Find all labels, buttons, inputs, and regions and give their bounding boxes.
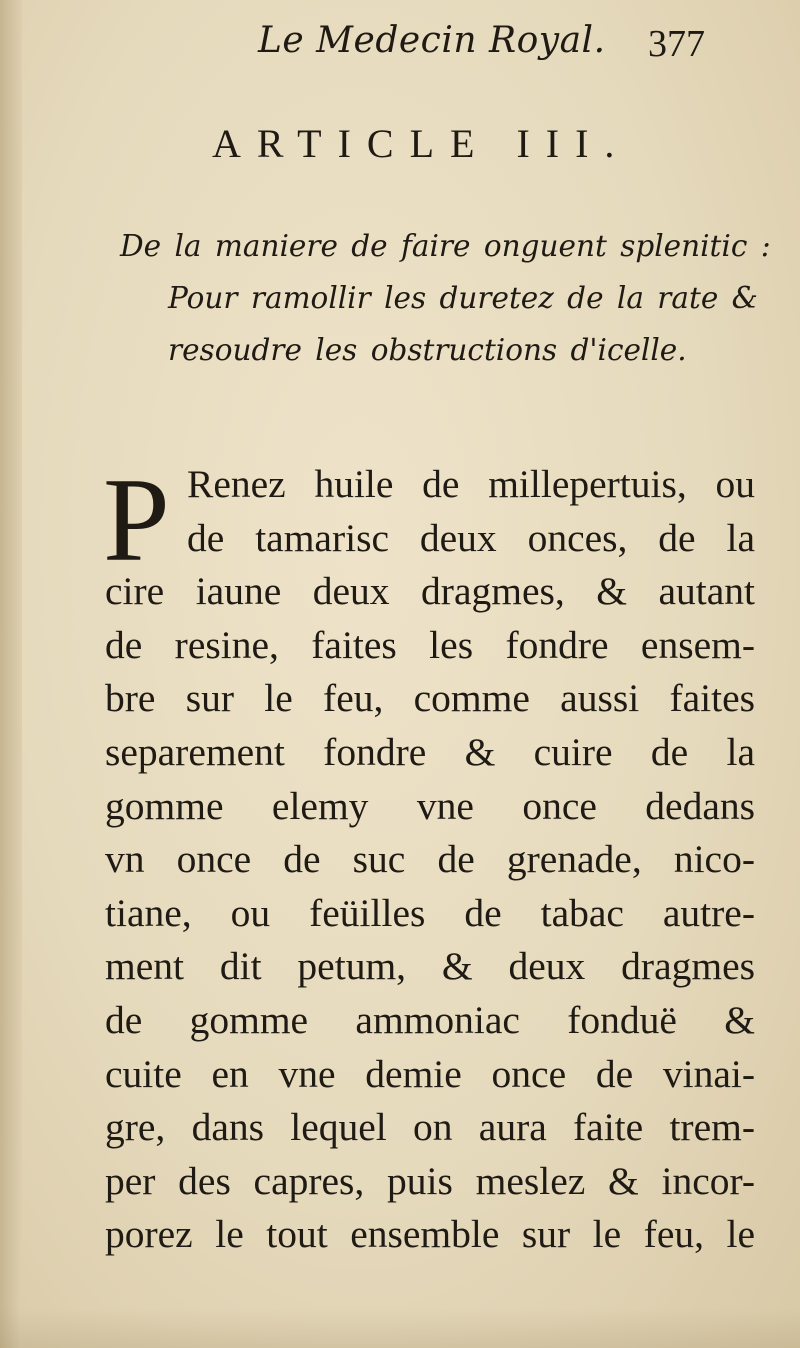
body-line: cire iaune deux dragmes, & autant (105, 569, 755, 614)
body-line: Renez huile de millepertuis, ou (187, 462, 755, 506)
body-line: per des capres, puis meslez & incor- (105, 1158, 755, 1203)
body-line: vn once de suc de grenade, nico- (105, 837, 755, 882)
body-line: porez le tout ensemble sur le feu, le (105, 1212, 755, 1257)
body-line: de tamarisc deux onces, de la (187, 515, 755, 560)
page-number: 377 (648, 23, 705, 65)
body-line: ment dit petum, & deux dragmes (105, 944, 755, 989)
body-line: cuite en vne demie once de vinai- (105, 1051, 755, 1096)
body-line: de gomme ammoniac fonduë & (105, 997, 755, 1042)
body-line: tiane, ou feüilles de tabac autre- (105, 890, 755, 935)
body-line: separement fondre & cuire de la (105, 729, 755, 774)
body-line: gre, dans lequel on aura faite trem- (105, 1105, 755, 1150)
article-heading: ARTICLE III. (212, 121, 631, 166)
page-bottom-shadow (0, 1308, 800, 1348)
page-gutter (0, 0, 22, 1348)
article-subtitle: De la maniere de faire onguent splenitic : Pour ramollir les duretez de la rate & resoudre les obstructions d'icelle. (120, 229, 771, 367)
body-line: gomme elemy vne once dedans (105, 783, 755, 828)
body-line: de resine, faites les fondre ensem- (105, 622, 755, 667)
body-paragraph (103, 453, 755, 1262)
drop-cap: P (103, 453, 170, 586)
body-line: bre sur le feu, comme aussi faites (105, 676, 755, 721)
running-head-title: Le Medecin Royal. (258, 20, 606, 61)
